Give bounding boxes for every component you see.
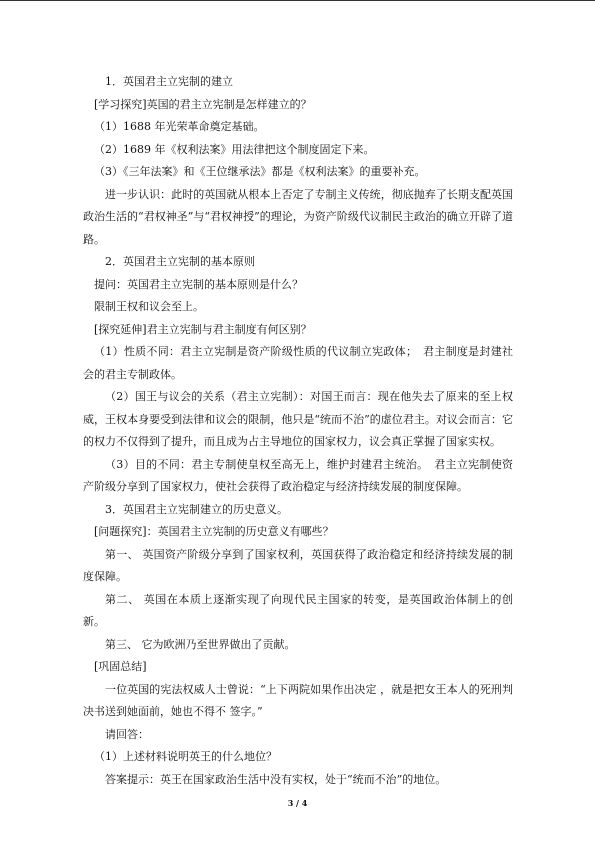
paragraph: 第三、 它为欧洲乃至世界做出了贡献。 [105, 637, 296, 651]
paragraph: [巩固总结] [94, 660, 147, 673]
document-body [83, 71, 513, 791]
paragraph: 提问：英国君主立宪制的基本原则是什么？ [94, 277, 303, 291]
paragraph: （2）国王与议会的关系（君主立宪制）：对国王而言：现在他失去了原来的至上权威，王权本身要受到法律和议会的限制，他只是“统而不治”的虚位君主。对议会而言：它的权力不仅得到了提升，而且成为占主导地位的国家权力，议会真正掌握了国家实权。 [83, 390, 513, 448]
paragraph: （1）性质不同：君主立宪制是资产阶级性质的代议制立宪政体； 君主制度是封建社会的君主专制政体。 [83, 345, 513, 381]
paragraph: 限制王权和议会至上。 [94, 300, 204, 313]
paragraph: （1）上述材料说明英王的什么地位？ [94, 750, 277, 763]
paragraph: 答案提示：英王在国家政治生活中没有实权，处于“统而不治”的地位。 [105, 772, 447, 786]
paragraph: [学习探究]英国的君主立宪制是怎样建立的？ [94, 97, 312, 111]
paragraph: 一位英国的宪法权威人士曾说：“上下两院如果作出决定 ，就是把女王本人的死刑判决书送到她面前，她也不得不 签字。” [83, 682, 513, 718]
header-rule [0, 0, 595, 1]
paragraph: 第二、 英国在本质上逐渐实现了向现代民主国家的转变，是英国政治体制上的创新。 [83, 592, 513, 628]
paragraph: （1）1688 年光荣革命奠定基础。 [94, 120, 265, 133]
paragraph: 第一、 英国资产阶级分享到了国家权利，英国获得了政治稳定和经济持续发展的制度保障。 [83, 547, 513, 583]
paragraph: （3）《三年法案》和《王位继承法》都是《权利法案》的重要补充。 [94, 165, 426, 178]
paragraph: 2．英国君主立宪制的基本原则 [105, 255, 255, 268]
paragraph: [问题探究]：英国君主立宪制的历史意义有哪些？ [94, 525, 334, 538]
paragraph: 请回答： [105, 727, 149, 741]
paragraph: （3）目的不同：君主专制使皇权至高无上，维护封建君主统治。 君主立宪制使资产阶级分享到了国家权力，使社会获得了政治稳定与经济持续发展的制度保障。 [83, 457, 513, 493]
paragraph: [探究延伸]君主立宪制与君主制度有何区别？ [94, 322, 312, 336]
paragraph: 1．英国君主立宪制的建立 [105, 75, 233, 88]
paragraph: 3．英国君主立宪制建立的历史意义。 [105, 502, 288, 516]
page-number: 3 / 4 [287, 798, 308, 808]
paragraph: 进一步认识：此时的英国就从根本上否定了专制主义传统，彻底抛弃了长期支配英国政治生活的“君权神圣”与“君权神授”的理论，为资产阶级代议制民主政治的确立开辟了道路。 [83, 187, 513, 246]
paragraph: （2）1689 年《权利法案》用法律把这个制度固定下来。 [94, 142, 375, 156]
